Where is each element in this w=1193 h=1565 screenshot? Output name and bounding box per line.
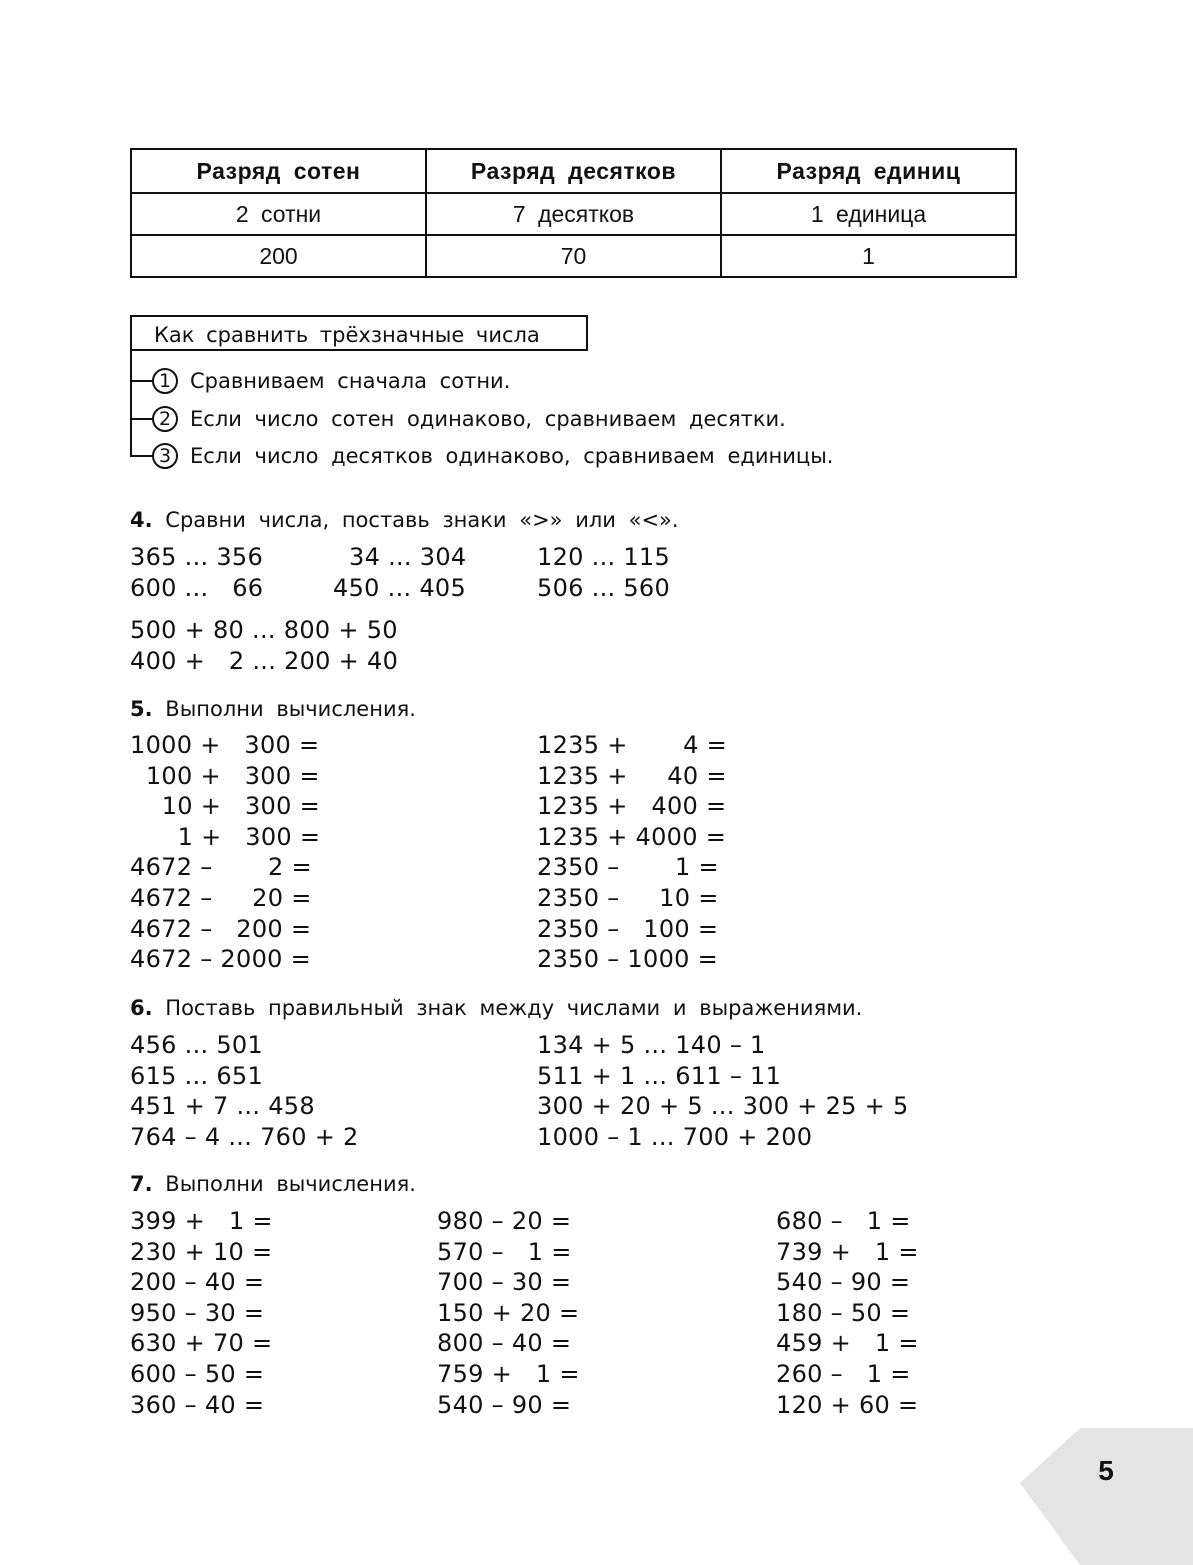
task-6-expression: 456 ... 501: [130, 1031, 264, 1059]
header-tens: Разряд десятков: [426, 149, 721, 193]
task-number: 6.: [130, 996, 153, 1020]
task-6-expression: 300 + 20 + 5 ... 300 + 25 + 5: [537, 1092, 909, 1120]
task-6-expression: 764 – 4 ... 760 + 2: [130, 1122, 359, 1151]
task-5-expression: 4672 – 2000 =: [130, 945, 312, 974]
rule-step-text: Если число десятков одинаково, сравниваем единицы.: [190, 444, 834, 468]
task-4-item: 500 + 80 ... 800 + 50: [130, 616, 398, 644]
task-6-expression: 1000 – 1 ... 700 + 200: [537, 1122, 813, 1151]
task-5-expression: 4672 – 2 =: [130, 853, 312, 882]
task-7-expression: 739 + 1 =: [776, 1237, 919, 1266]
table-cell: 7 десятков: [426, 193, 721, 235]
task-6-expression: 615 ... 651: [130, 1061, 264, 1090]
task-6-title: 6. Поставь правильный знак между числами и выражениями.: [130, 996, 863, 1020]
task-7-expression: 200 – 40 =: [130, 1268, 265, 1297]
task-5-expression: 2350 – 1 =: [537, 853, 719, 882]
task-5-expression: 4672 – 200 =: [130, 914, 312, 943]
table-cell: 1: [721, 235, 1016, 277]
task-5-expression: 1000 + 300 =: [130, 731, 320, 759]
table-cell: 70: [426, 235, 721, 277]
task-5-expression: 2350 – 100 =: [537, 914, 719, 943]
task-5-expression: 4672 – 20 =: [130, 884, 312, 912]
task-5-expression: 1 + 300 =: [130, 822, 321, 851]
task-7-expression: 759 + 1 =: [437, 1360, 580, 1388]
task-5-expression: 2350 – 10 =: [537, 884, 719, 912]
task-4-item: 600 ... 66: [130, 574, 264, 602]
step-number-circle: 3: [152, 443, 178, 469]
task-5-expression: 1235 + 40 =: [537, 761, 727, 790]
task-7-expression: 630 + 70 =: [130, 1329, 273, 1358]
task-7-expression: 459 + 1 =: [776, 1329, 919, 1358]
task-7-expression: 540 – 90 =: [776, 1268, 911, 1297]
table-cell: 2 сотни: [131, 193, 426, 235]
task-5-expression: 2350 – 1000 =: [537, 945, 719, 974]
task-4-item: 450 ... 405: [333, 574, 467, 602]
header-units: Разряд единиц: [721, 149, 1016, 193]
task-4-item: 34 ... 304: [349, 543, 467, 571]
rule-step-3: [130, 440, 833, 472]
step-number-circle: 2: [152, 406, 178, 432]
task-4-title: 4. Сравни числа, поставь знаки «>» или «<».: [130, 508, 679, 532]
task-5-expression: 1235 + 4000 =: [537, 822, 727, 851]
table-cell: 1 единица: [721, 193, 1016, 235]
task-7-expression: 399 + 1 =: [130, 1207, 273, 1235]
task-7-expression: 570 – 1 =: [437, 1237, 572, 1266]
task-7-expression: 230 + 10 =: [130, 1237, 273, 1266]
task-7-title: 7. Выполни вычисления.: [130, 1172, 416, 1196]
rule-step-1: [130, 365, 510, 397]
table-header-row: [131, 149, 1016, 193]
task-7-expression: 680 – 1 =: [776, 1207, 911, 1235]
task-7-expression: 360 – 40 =: [130, 1390, 265, 1419]
task-7-expression: 180 – 50 =: [776, 1298, 911, 1327]
rule-step-text: Сравниваем сначала сотни.: [190, 369, 511, 393]
table-cell: 200: [131, 235, 426, 277]
place-value-table: [130, 148, 1017, 278]
task-6-expression: 451 + 7 ... 458: [130, 1092, 315, 1120]
task-4-item: 365 ... 356: [130, 543, 264, 571]
rule-step-2: [130, 403, 786, 435]
task-6-expression: 134 + 5 ... 140 – 1: [537, 1031, 766, 1059]
step-number-circle: 1: [152, 368, 178, 394]
task-number: 4.: [130, 508, 153, 532]
task-5-expression: 100 + 300 =: [130, 761, 320, 790]
task-5-expression: 1235 + 4 =: [537, 731, 728, 759]
page-corner-shape: [1020, 1428, 1193, 1565]
rule-step-text: Если число сотен одинаково, сравниваем десятки.: [190, 407, 786, 431]
task-7-expression: 260 – 1 =: [776, 1360, 911, 1388]
task-6-expression: 511 + 1 ... 611 – 11: [537, 1061, 782, 1090]
page-corner-tab: [1020, 1428, 1193, 1565]
task-5-expression: 1235 + 400 =: [537, 792, 727, 821]
task-number: 7.: [130, 1172, 153, 1196]
task-4-item: 120 ... 115: [537, 543, 671, 571]
task-7-expression: 150 + 20 =: [437, 1298, 580, 1327]
table-row: [131, 235, 1016, 277]
task-4-item: 506 ... 560: [537, 574, 671, 602]
task-4-item: 400 + 2 ... 200 + 40: [130, 647, 399, 675]
table-row: [131, 193, 1016, 235]
task-7-expression: 800 – 40 =: [437, 1329, 572, 1358]
task-7-expression: 540 – 90 =: [437, 1390, 572, 1419]
task-7-expression: 120 + 60 =: [776, 1390, 919, 1419]
task-5-title: 5. Выполни вычисления.: [130, 697, 416, 721]
task-7-expression: 700 – 30 =: [437, 1268, 572, 1297]
rule-title: Как сравнить трёхзначные числа: [130, 315, 588, 351]
task-number: 5.: [130, 697, 153, 721]
task-7-expression: 950 – 30 =: [130, 1298, 265, 1327]
task-5-expression: 10 + 300 =: [130, 792, 321, 821]
task-7-expression: 980 – 20 =: [437, 1207, 572, 1235]
header-hundreds: Разряд сотен: [131, 149, 426, 193]
page-number: 5: [1098, 1455, 1114, 1486]
task-7-expression: 600 – 50 =: [130, 1360, 265, 1388]
